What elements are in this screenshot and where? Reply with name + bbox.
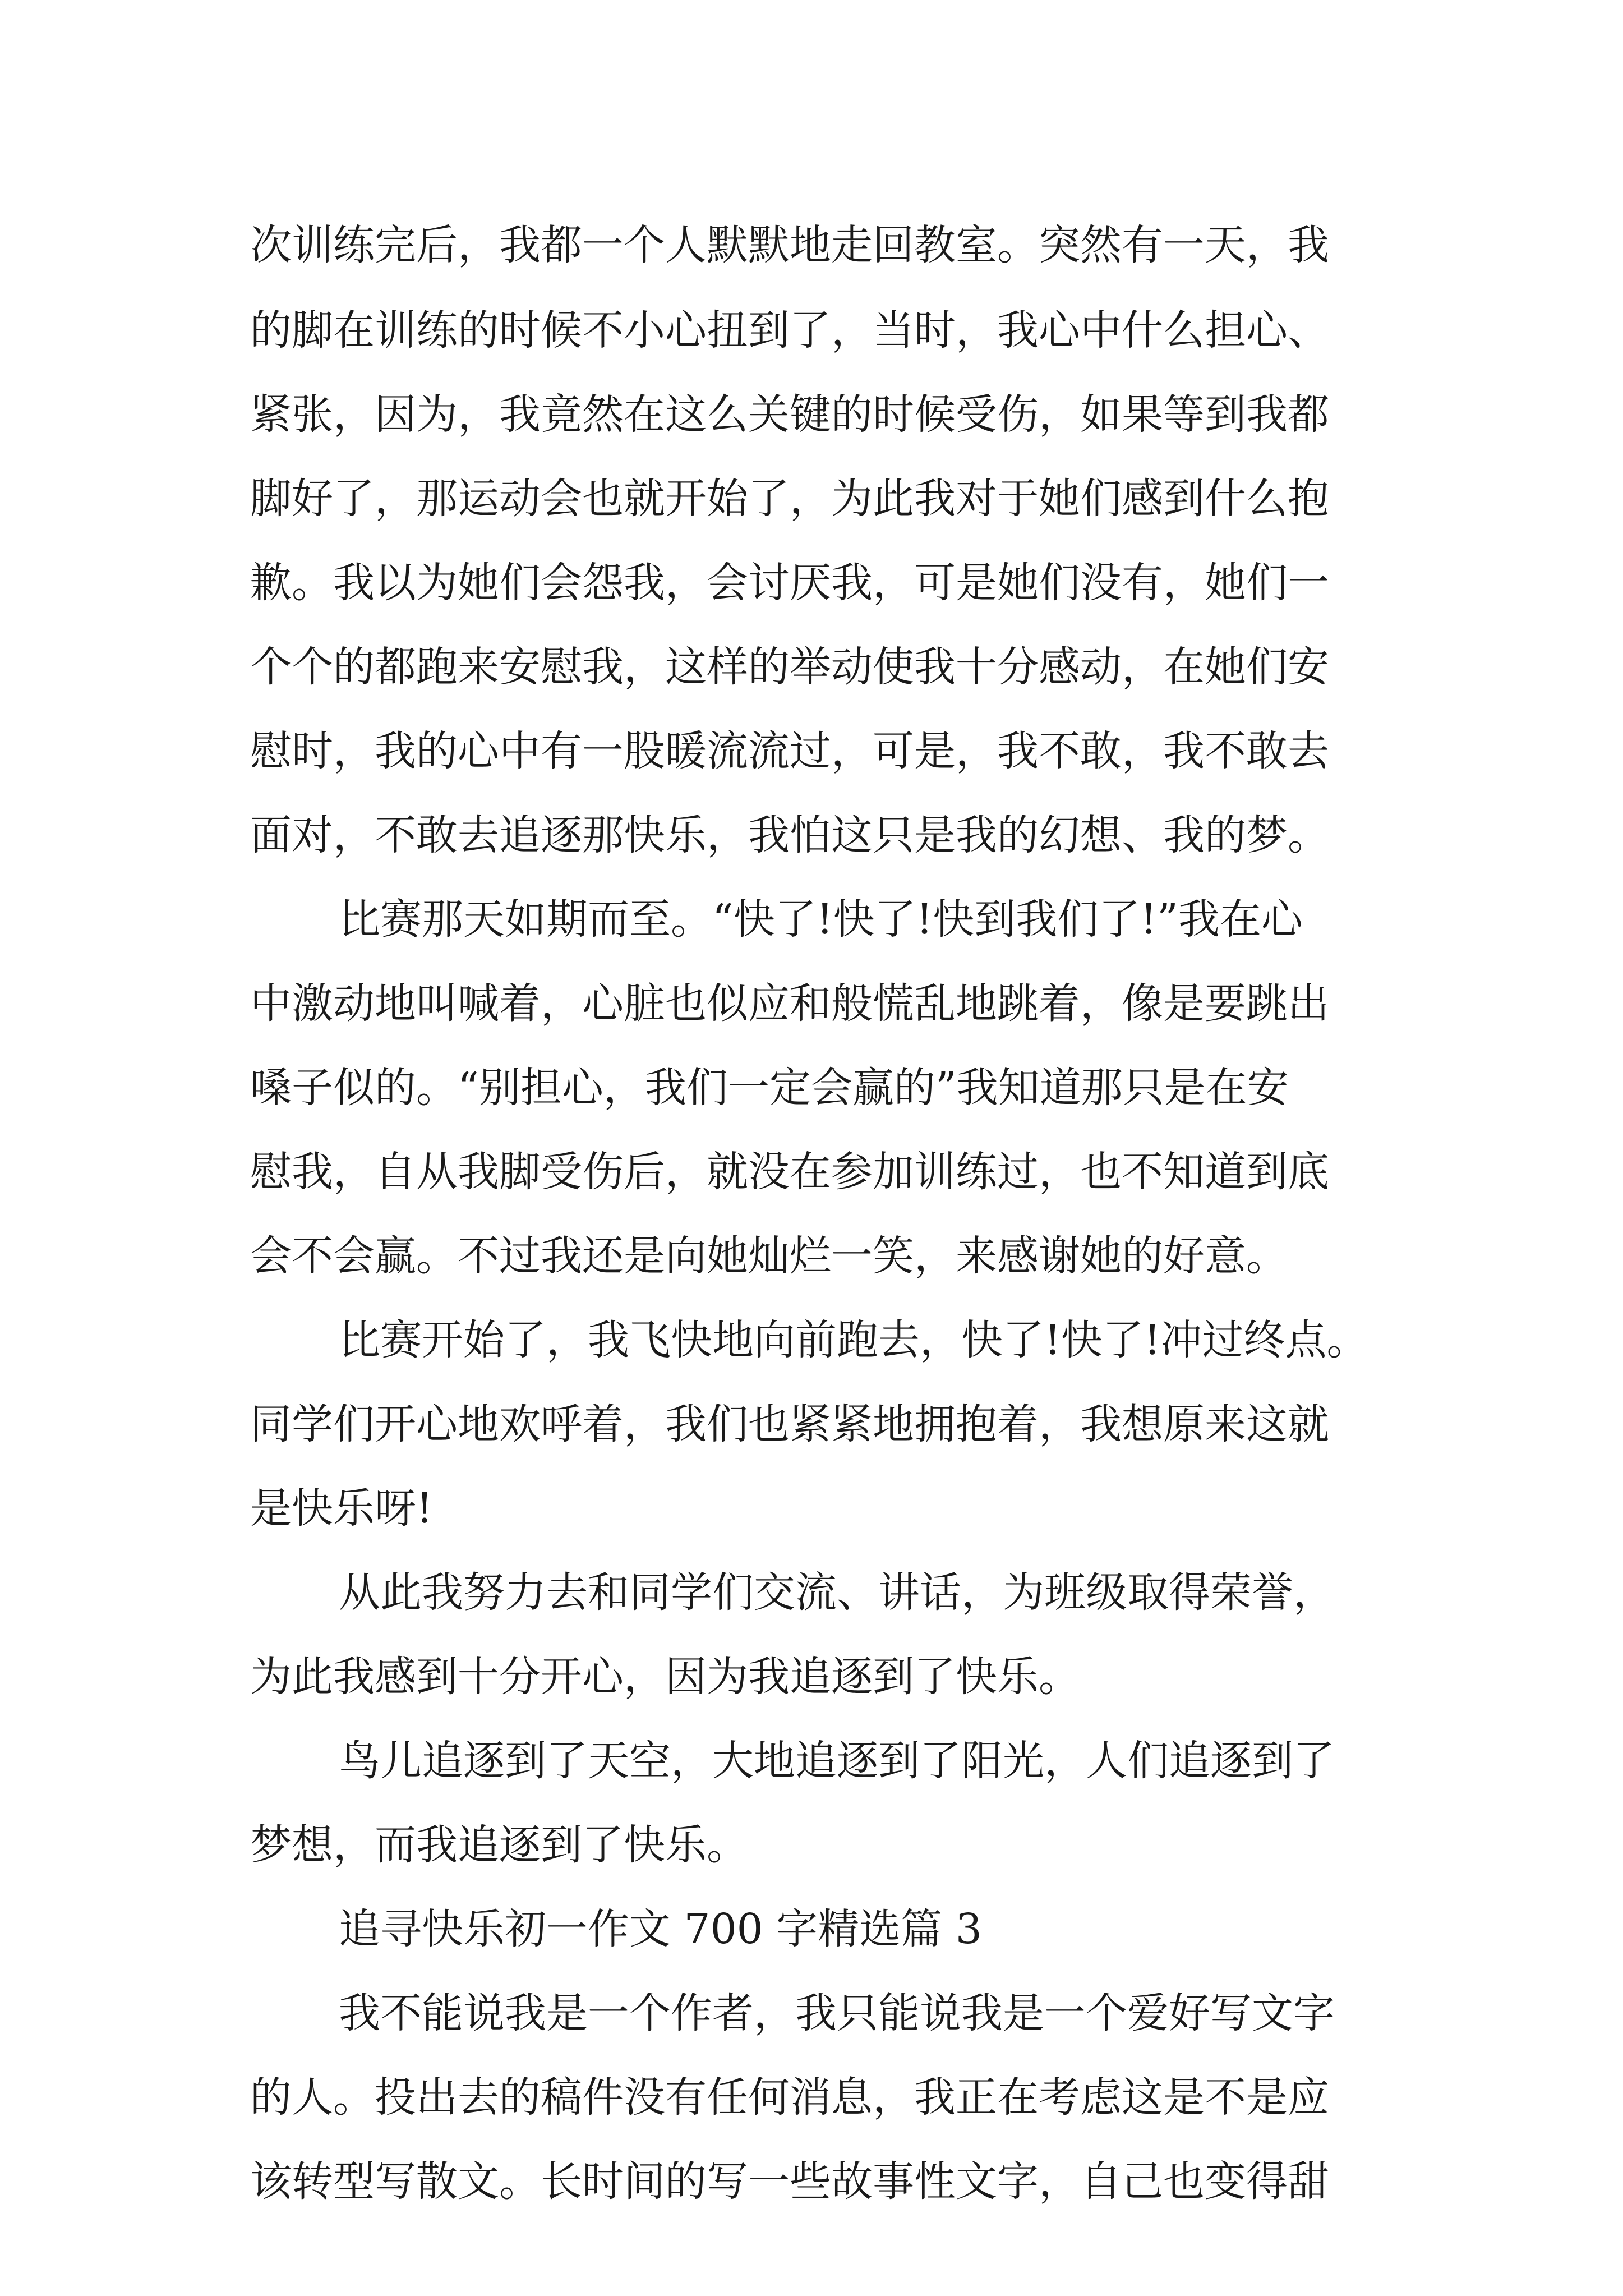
text-line: 的脚在训练的时候不小心扭到了，当时，我心中什么担心、 <box>250 306 1329 355</box>
text-line: 比赛开始了，我飞快地向前跑去，快了!快了!冲过终点。 <box>339 1316 1368 1364</box>
text-line: 次训练完后，我都一个人默默地走回教室。突然有一天，我 <box>250 221 1329 269</box>
text-line: 会不会赢。不过我还是向她灿烂一笑，来感谢她的好意。 <box>250 1232 1288 1280</box>
text-line: 脚好了，那运动会也就开始了，为此我对于她们感到什么抱 <box>250 475 1329 523</box>
text-line: 嗓子似的。“别担心，我们一定会赢的”我知道那只是在安 <box>250 1064 1289 1112</box>
text-line: 是快乐呀! <box>250 1484 433 1533</box>
text-line: 梦想，而我追逐到了快乐。 <box>250 1821 748 1869</box>
section-heading: 追寻快乐初一作文 700 字精选篇 3 <box>339 1905 982 1953</box>
text-line: 慰我，自从我脚受伤后，就没在参加训练过，也不知道到底 <box>250 1148 1329 1196</box>
text-line: 个个的都跑来安慰我，这样的举动使我十分感动，在她们安 <box>250 643 1329 691</box>
text-line: 比赛那天如期而至。“快了!快了!快到我们了!”我在心 <box>339 895 1303 944</box>
text-line: 紧张，因为，我竟然在这么关键的时候受伤，如果等到我都 <box>250 390 1329 439</box>
text-line: 歉。我以为她们会怨我，会讨厌我，可是她们没有，她们一 <box>250 559 1329 607</box>
text-line: 面对，不敢去追逐那快乐，我怕这只是我的幻想、我的梦。 <box>250 811 1329 859</box>
text-line: 鸟儿追逐到了天空，大地追逐到了阳光，人们追逐到了 <box>339 1737 1335 1785</box>
text-line: 该转型写散文。长时间的写一些故事性文字，自己也变得甜 <box>250 2157 1329 2206</box>
text-line: 为此我感到十分开心，因为我追逐到了快乐。 <box>250 1653 1080 1701</box>
text-line: 中激动地叫喊着，心脏也似应和般慌乱地跳着，像是要跳出 <box>250 979 1329 1028</box>
text-line: 同学们开心地欢呼着，我们也紧紧地拥抱着，我想原来这就 <box>250 1400 1329 1448</box>
text-line: 从此我努力去和同学们交流、讲话，为班级取得荣誉， <box>339 1568 1335 1617</box>
text-line: 我不能说我是一个作者，我只能说我是一个爱好写文字 <box>339 1989 1335 2037</box>
text-line: 慰时，我的心中有一股暖流流过，可是，我不敢，我不敢去 <box>250 727 1329 775</box>
text-line: 的人。投出去的稿件没有任何消息，我正在考虑这是不是应 <box>250 2073 1329 2122</box>
